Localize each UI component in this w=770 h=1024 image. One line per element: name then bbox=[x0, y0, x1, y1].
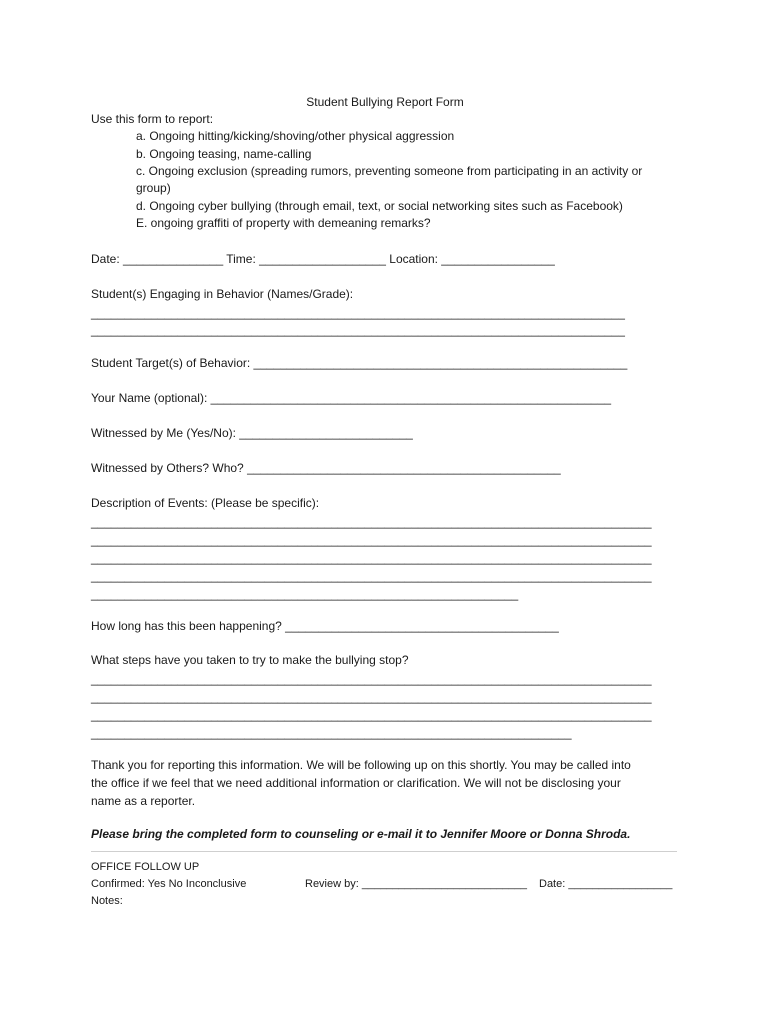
description-label: Description of Events: (Please be specific): bbox=[91, 496, 320, 510]
how-long-field[interactable]: How long has this been happening? _________________________________________ bbox=[91, 619, 559, 633]
confirmed-options[interactable]: Confirmed: Yes No Inconclusive bbox=[91, 878, 247, 890]
thank-you-text: Thank you for reporting this information. We will be following up on this shortly. You may be called into bbox=[91, 758, 631, 772]
students-engaging-line[interactable]: ________________________________________________________________________________ bbox=[91, 306, 625, 320]
report-type-item-continued: group) bbox=[136, 181, 171, 195]
report-type-item: b. Ongoing teasing, name-calling bbox=[136, 147, 312, 161]
steps-line[interactable]: ____________________________________________________________________________________ bbox=[91, 672, 652, 686]
description-line[interactable]: ____________________________________________________________________________________ bbox=[91, 515, 652, 529]
usage-intro: Use this form to report: bbox=[91, 112, 214, 126]
report-type-item: E. ongoing graffiti of property with demeaning remarks? bbox=[136, 216, 431, 230]
office-date-field[interactable]: Date: _________________ bbox=[539, 878, 673, 890]
students-engaging-line[interactable]: ________________________________________________________________________________ bbox=[91, 323, 625, 337]
review-by-field[interactable]: Review by: ___________________________ bbox=[305, 878, 528, 890]
steps-line[interactable]: ________________________________________________________________________ bbox=[91, 726, 572, 740]
steps-line[interactable]: ____________________________________________________________________________________ bbox=[91, 690, 652, 704]
description-line[interactable]: ____________________________________________________________________________________ bbox=[91, 533, 652, 547]
report-type-item: d. Ongoing cyber bullying (through email, text, or social networking sites such as Facebook) bbox=[136, 199, 623, 213]
witnessed-by-others-field[interactable]: Witnessed by Others? Who? _______________________________________________ bbox=[91, 461, 561, 475]
office-divider bbox=[91, 851, 677, 852]
form-title: Student Bullying Report Form bbox=[306, 95, 464, 109]
your-name-field[interactable]: Your Name (optional): ____________________________________________________________ bbox=[91, 391, 612, 405]
report-type-item: c. Ongoing exclusion (spreading rumors, preventing someone from participating in an activity or bbox=[136, 164, 643, 178]
witnessed-by-me-field[interactable]: Witnessed by Me (Yes/No): __________________________ bbox=[91, 426, 413, 440]
steps-line[interactable]: ____________________________________________________________________________________ bbox=[91, 708, 652, 722]
steps-label: What steps have you taken to try to make the bullying stop? bbox=[91, 653, 409, 667]
notes-label: Notes: bbox=[91, 895, 123, 907]
thank-you-text: the office if we feel that we need additional information or clarification. We will not be disclosing your bbox=[91, 776, 621, 790]
date-time-location-field[interactable]: Date: _______________ Time: ___________________ Location: _________________ bbox=[91, 252, 555, 266]
description-line[interactable]: ________________________________________________________________ bbox=[91, 587, 519, 601]
submission-note: Please bring the completed form to counseling or e-mail it to Jennifer Moore or Donna Shroda. bbox=[91, 827, 631, 841]
report-type-item: a. Ongoing hitting/kicking/shoving/other physical aggression bbox=[136, 129, 455, 143]
student-targets-field[interactable]: Student Target(s) of Behavior: ________________________________________________________ bbox=[91, 356, 628, 370]
description-line[interactable]: ____________________________________________________________________________________ bbox=[91, 569, 652, 583]
thank-you-text: name as a reporter. bbox=[91, 794, 196, 808]
students-engaging-label: Student(s) Engaging in Behavior (Names/Grade): bbox=[91, 287, 354, 301]
description-line[interactable]: ____________________________________________________________________________________ bbox=[91, 551, 652, 565]
office-follow-up-heading: OFFICE FOLLOW UP bbox=[91, 861, 200, 873]
